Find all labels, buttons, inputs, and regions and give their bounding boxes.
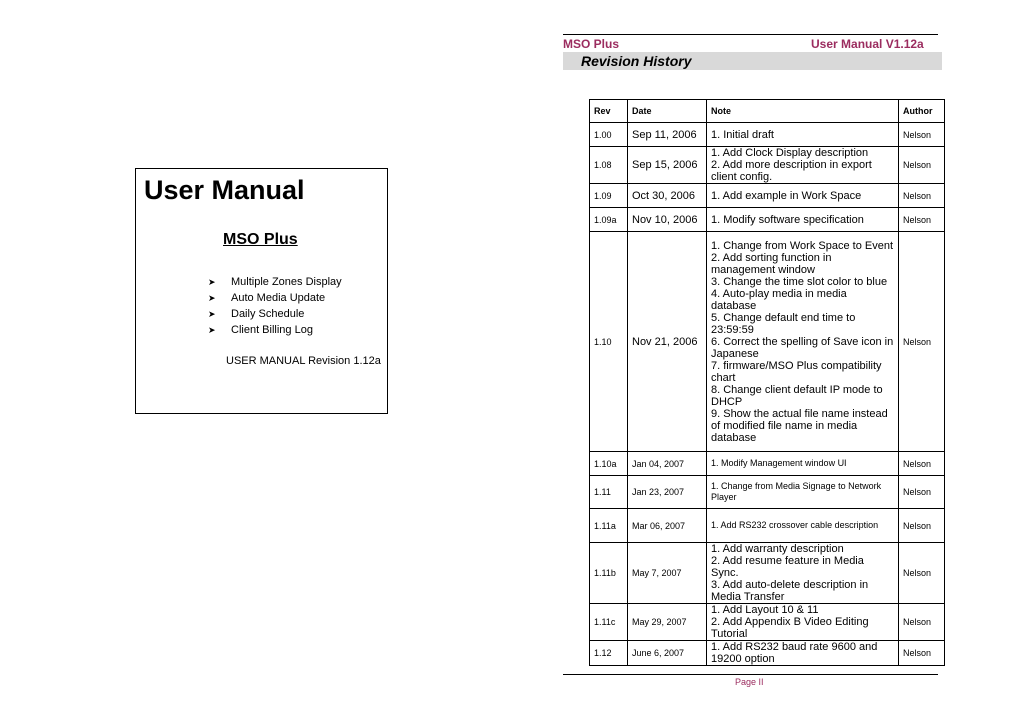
arrow-bullet-icon: ➤	[208, 309, 216, 319]
revision-table	[589, 99, 945, 666]
arrow-bullet-icon: ➤	[208, 293, 216, 303]
feature-list	[208, 274, 342, 338]
table-header-row	[590, 100, 945, 123]
list-item: ➤ Multiple Zones Display	[208, 276, 342, 288]
table-row: 1.10a Jan 04, 2007 1. Modify Management window UI Nelson	[590, 452, 945, 476]
cover-revision-label: USER MANUAL Revision 1.12a	[226, 355, 381, 367]
header-version: User Manual V1.12a	[811, 37, 924, 51]
header-divider	[563, 34, 938, 35]
arrow-bullet-icon: ➤	[208, 325, 216, 335]
cover-box	[135, 168, 388, 414]
table-row: 1.12 June 6, 2007 1. Add RS232 baud rate 9600 and 19200 option Nelson	[590, 641, 945, 666]
arrow-bullet-icon: ➤	[208, 277, 216, 287]
footer-divider	[563, 674, 938, 675]
section-title: Revision History	[581, 53, 692, 69]
list-item: ➤ Daily Schedule	[208, 308, 305, 320]
header-author: Author	[899, 100, 945, 123]
section-band	[563, 52, 942, 70]
table-row: 1.09 Oct 30, 2006 1. Add example in Work Space Nelson	[590, 184, 945, 208]
table-row: 1.10 Nov 21, 2006 1. Change from Work Space to Event 2. Add sorting function in management window 3. Change the time slot color to blue 4. Auto-play media in media database 5. Change default end time to 23:59:59 6. Correct the spelling of Save icon in Japanese 7. firmware/MSO Plus compatibility chart 8. Change client default IP mode to DHCP 9. Show the actual file name instead of modified file name in media database Nelson	[590, 232, 945, 452]
page-number: Page II	[735, 677, 764, 687]
table-row: 1.09a Nov 10, 2006 1. Modify software specification Nelson	[590, 208, 945, 232]
list-item: ➤ Client Billing Log	[208, 324, 313, 336]
table-row: 1.08 Sep 15, 2006 1. Add Clock Display description 2. Add more description in export client config. Nelson	[590, 147, 945, 184]
table-row: 1.00 Sep 11, 2006 1. Initial draft Nelson	[590, 123, 945, 147]
table-row: 1.11c May 29, 2007 1. Add Layout 10 & 11 2. Add Appendix B Video Editing Tutorial Nelson	[590, 604, 945, 641]
list-item: ➤ Auto Media Update	[208, 292, 326, 304]
header-rev: Rev	[590, 100, 628, 123]
table-row: 1.11 Jan 23, 2007 1. Change from Media Signage to Network Player Nelson	[590, 476, 945, 509]
cover-product-name: MSO Plus	[223, 231, 298, 248]
header-product: MSO Plus	[563, 37, 620, 51]
cover-title: User Manual	[144, 175, 305, 205]
header-date: Date	[628, 100, 707, 123]
table-row: 1.11b May 7, 2007 1. Add warranty description 2. Add resume feature in Media Sync. 3. Add auto-delete description in Media Transfer Nelson	[590, 543, 945, 604]
header-note: Note	[707, 100, 899, 123]
table-row: 1.11a Mar 06, 2007 1. Add RS232 crossover cable description Nelson	[590, 509, 945, 543]
